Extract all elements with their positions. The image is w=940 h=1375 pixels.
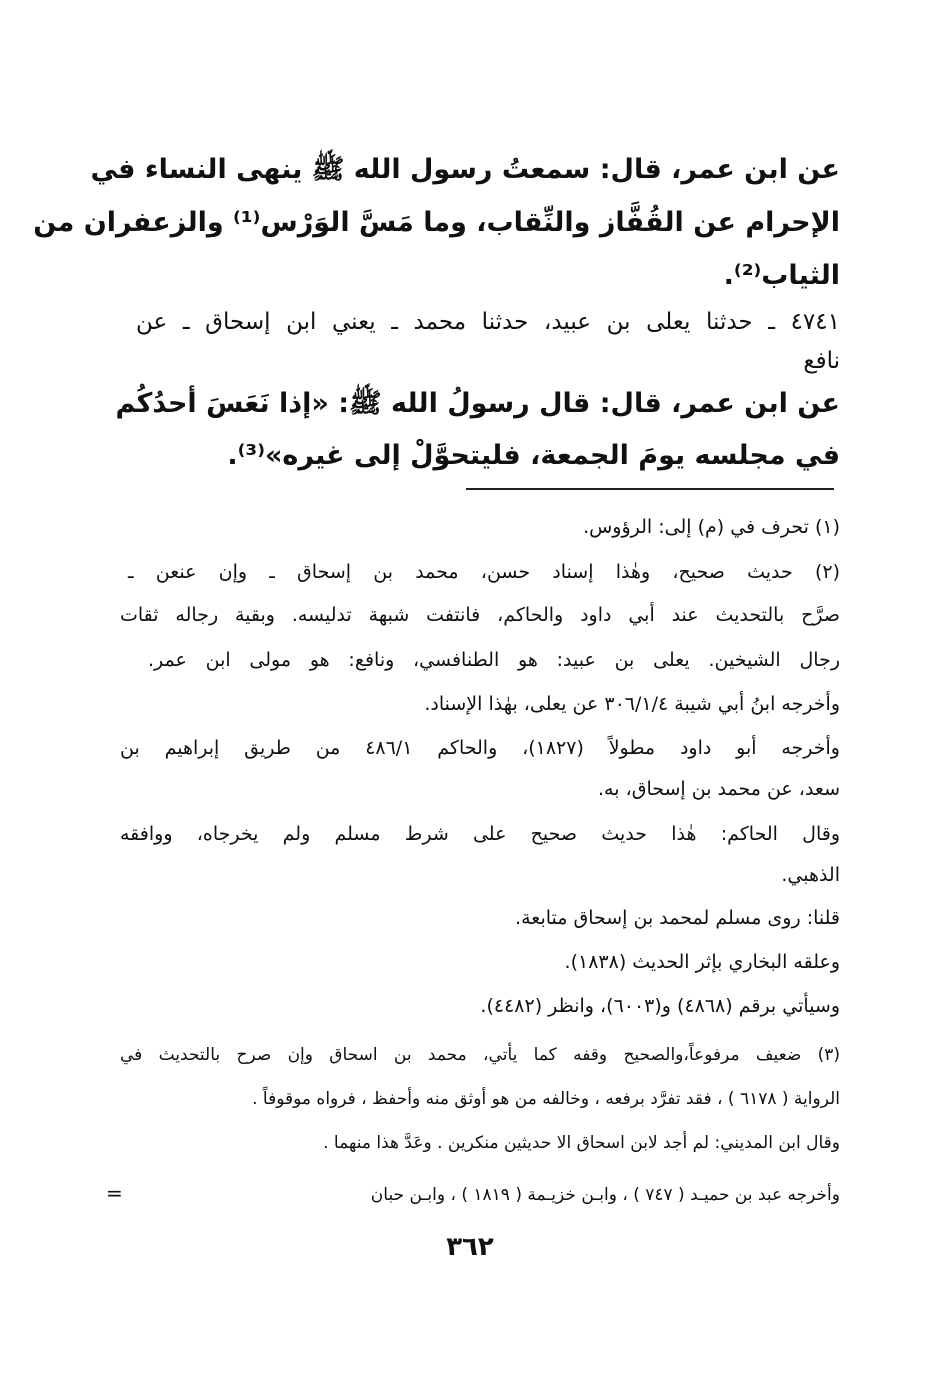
footnote-2-line-4: وأخرجه ابنُ أبي شيبة ٣٠٦/١/٤ عن يعلى، بهٰذا الإسناد.	[424, 693, 840, 715]
footnote-2-line-1: (٢) حديث صحيح، وهٰذا إسناد حسن، محمد بن إسحاق ـ وإن عنعن ـ	[128, 561, 840, 583]
main-text-line-4: عن ابن عمر، قال: قال رسولُ الله ﷺ: «إذا نَعَسَ أحدُكُم	[115, 388, 840, 419]
footnote-3-line-1: (٣) ضعيف مرفوعاً،والصحيح وقفه كما يأتي، محمد بن اسحاق وإن صرح بالتحديث في	[120, 1045, 840, 1065]
footnote-2-line-7: وقال الحاكم: هٰذا حديث صحيح على شرط مسلم ولم يخرجاه، ووافقه	[120, 823, 840, 845]
main-text-line-3: الثياب⁽²⁾.	[723, 260, 840, 291]
hadith-number-chain: ٤٧٤١ ـ حدثنا يعلى بن عبيد، حدثنا محمد ـ يعني ابن إسحاق ـ عن	[136, 309, 840, 335]
footnote-separator	[466, 488, 834, 490]
footnote-2-line-8: الذهبي.	[781, 864, 840, 886]
footnote-2-line-6: سعد، عن محمد بن إسحاق، به.	[598, 778, 840, 800]
footnote-2-line-3: رجال الشيخين. يعلى بن عبيد: هو الطنافسي، ونافع: هو مولى ابن عمر.	[148, 649, 840, 671]
footnote-1: (١) تحرف في (م) إلى: الرؤوس.	[583, 516, 840, 538]
footnote-2-line-11: وسيأتي برقم (٤٨٦٨) و(٦٠٠٣)، وانظر (٤٤٨٢).	[480, 995, 840, 1017]
page-number: ٣٦٢	[446, 1232, 494, 1262]
main-text-line-1: عن ابن عمر، قال: سمعتُ رسول الله ﷺ ينهى النساء في	[90, 154, 840, 185]
footnote-3-line-2: الرواية ( ٦١٧٨ ) ، فقد تفرَّد برفعه ، وخالفه من هو أوثق منه وأحفظ ، فرواه موقوفاً .	[252, 1089, 840, 1109]
footnote-2-line-5: وأخرجه أبو داود مطولاً (١٨٢٧)، والحاكم ٤٨٦/١ من طريق إبراهيم بن	[120, 737, 840, 759]
footnote-2-line-10: وعلقه البخاري بإثر الحديث (١٨٣٨).	[564, 951, 840, 973]
continuation-mark: =	[106, 1181, 123, 1205]
footnote-2-line-9: قلنا: روى مسلم لمحمد بن إسحاق متابعة.	[515, 907, 840, 929]
main-text-line-2: الإحرام عن القُفَّاز والنِّقاب، وما مَسَّ الوَرْس⁽¹⁾ والزعفران من	[33, 207, 840, 238]
main-text-line-5: في مجلسه يومَ الجمعة، فليتحوَّلْ إلى غيره»⁽³⁾.	[227, 440, 840, 471]
footnote-3-line-3: وقال ابن المديني: لم أجد لابن اسحاق الا حديثين منكرين . وعَدَّ هذا منهما .	[323, 1133, 840, 1153]
footnote-3-line-4: وأخرجه عبد بن حميـد ( ٧٤٧ ) ، وابـن خزيـمة ( ١٨١٩ ) ، وابـن حبان	[370, 1185, 840, 1205]
footnote-2-line-2: صرَّح بالتحديث عند أبي داود والحاكم، فانتفت شبهة تدليسه. وبقية رجاله ثقات	[120, 604, 840, 626]
hadith-chain-continuation: نافع	[803, 348, 840, 374]
